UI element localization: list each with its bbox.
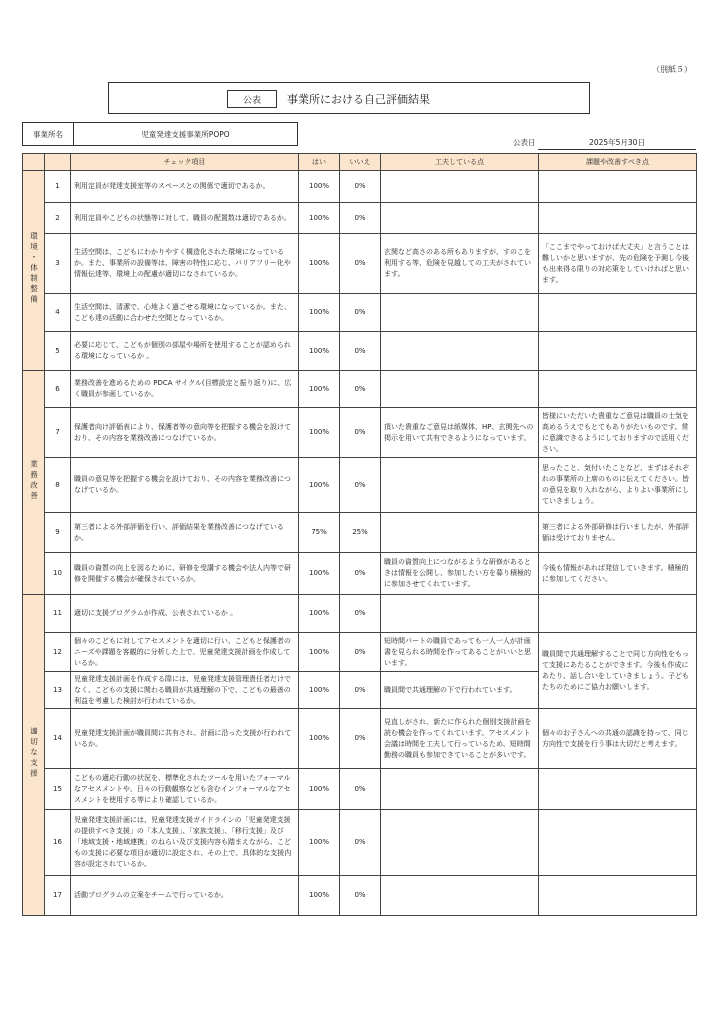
header-category (23, 154, 45, 171)
item-number: 17 (45, 876, 71, 916)
table-row (23, 709, 697, 769)
check-item: 活動プログラムの立案をチームで行っているか。 (71, 876, 299, 916)
issue-cell (539, 294, 697, 332)
issue-cell (539, 876, 697, 916)
effort-cell (381, 810, 539, 876)
header-effort: 工夫している点 (381, 154, 539, 171)
public-badge: 公表 (227, 90, 277, 108)
office-label: 事業所名 (23, 123, 74, 145)
issue-cell (539, 769, 697, 810)
effort-cell (381, 294, 539, 332)
check-item: 児童発達支援計画には、児童発達支援ガイドラインの「児童発達支援の提供すべき支援」の「本人支援」、「家族支援」、「移行支援」及び「地域支援・地域連携」のねらい及び支援内容も踏まえながら、こどもの支援に必要な項目が適切に設定され、その上で、具体的な支援内容が設定されているか。 (71, 810, 299, 876)
item-number: 6 (45, 371, 71, 408)
effort-cell (381, 332, 539, 371)
yes-percent: 100% (299, 408, 340, 458)
check-item: 生活空間は、こどもにわかりやすく構造化された環境になっているか。また、事業所の設備等は、障害の特性に応じ、バリアフリー化や情報伝達等、環境上の配慮が適切になされているか。 (71, 234, 299, 294)
page-title: 事業所における自己評価結果 (287, 93, 430, 106)
publish-date: 2025年5月30日 (538, 137, 696, 150)
yes-percent: 100% (299, 672, 340, 709)
issue-cell: 職員間で共通理解することで同じ方向性をもって支援にあたることができます。今後も作成にあたり、話し合いをしていきましょう。子どもたちのためにご協力お願いします。 (539, 633, 697, 709)
no-percent: 25% (340, 513, 381, 553)
category-support: 適切な支援 (23, 595, 45, 916)
check-item: 業務改善を進めるための PDCA サイクル(目標設定と振り返り)に、広く職員が参画しているか。 (71, 371, 299, 408)
header-issues: 課題や改善すべき点 (539, 154, 697, 171)
no-percent: 0% (340, 203, 381, 234)
no-percent: 0% (340, 672, 381, 709)
item-number: 3 (45, 234, 71, 294)
table-row (23, 294, 697, 332)
yes-percent: 100% (299, 171, 340, 203)
check-item: 児童発達支援計画が職員間に共有され、計画に沿った支援が行われているか。 (71, 709, 299, 769)
issue-cell (539, 371, 697, 408)
yes-percent: 100% (299, 234, 340, 294)
no-percent: 0% (340, 769, 381, 810)
issue-cell: 第三者による外部研修は行いましたが、外部評価は受けておりません。 (539, 513, 697, 553)
table-row (23, 408, 697, 458)
item-number: 16 (45, 810, 71, 876)
item-number: 1 (45, 171, 71, 203)
category-environment: 環境・体制整備 (23, 171, 45, 371)
issue-cell: 個々のお子さんへの共通の認識を持って、同じ方向性で支援を行う事は大切だと考えます。 (539, 709, 697, 769)
table-row (23, 633, 697, 672)
no-percent: 0% (340, 294, 381, 332)
effort-cell: 職員の資質向上につながるような研修があるときは情報を公開し、参加したい方を募り積極的に参加させてくれています。 (381, 553, 539, 595)
effort-cell (381, 595, 539, 633)
table-row (23, 332, 697, 371)
item-number: 5 (45, 332, 71, 371)
header-yes: はい (299, 154, 340, 171)
item-number: 11 (45, 595, 71, 633)
no-percent: 0% (340, 876, 381, 916)
item-number: 7 (45, 408, 71, 458)
yes-percent: 100% (299, 203, 340, 234)
check-item: 必要に応じて、こどもが個別の部屋や場所を使用することが認められる環境になっているか 。 (71, 332, 299, 371)
item-number: 12 (45, 633, 71, 672)
table-row (23, 876, 697, 916)
table-row (23, 371, 697, 408)
yes-percent: 100% (299, 371, 340, 408)
check-item: こどもの適応行動の状況を、標準化されたツールを用いたフォーマルなアセスメントや、日々の行動観察なども含むインフォーマルなアセスメントを使用する等により確認しているか。 (71, 769, 299, 810)
check-item: 個々のこどもに対してアセスメントを適切に行い、こどもと保護者のニーズや課題を客観的に分析した上で、児童発達支援計画を作成しているか。 (71, 633, 299, 672)
yes-percent: 100% (299, 876, 340, 916)
item-number: 13 (45, 672, 71, 709)
issue-cell (539, 171, 697, 203)
item-number: 2 (45, 203, 71, 234)
header-check: チェック項目 (71, 154, 299, 171)
issue-cell (539, 595, 697, 633)
evaluation-table (22, 153, 697, 916)
effort-cell (381, 458, 539, 513)
issue-cell (539, 332, 697, 371)
issue-cell (539, 203, 697, 234)
no-percent: 0% (340, 633, 381, 672)
issue-cell: 今後も情報があれば発信していきます。積極的に参加してください。 (539, 553, 697, 595)
effort-cell (381, 769, 539, 810)
effort-cell (381, 203, 539, 234)
office-name: 児童発達支援事業所POPO (141, 129, 230, 139)
item-number: 8 (45, 458, 71, 513)
table-row (23, 595, 697, 633)
no-percent: 0% (340, 171, 381, 203)
header-number (45, 154, 71, 171)
effort-cell: 職員間で共通理解の下で行われています。 (381, 672, 539, 709)
table-row (23, 203, 697, 234)
check-item: 児童発達支援計画を作成する際には、児童発達支援管理責任者だけでなく、こどもの支援に関わる職員が共通理解の下で、こどもの最善の利益を考慮した検討が行われているか。 (71, 672, 299, 709)
publish-date-label: 公表日 (513, 138, 536, 147)
issue-cell: 皆様にいただいた貴重なご意見は職員の士気を高めるうえでもとてもありがたいものです。常に意識できるようにしておりますので活用ください。 (539, 408, 697, 458)
yes-percent: 100% (299, 810, 340, 876)
table-row (23, 171, 697, 203)
table-row (23, 513, 697, 553)
no-percent: 0% (340, 371, 381, 408)
issue-cell: 「ここまでやっておけば大丈夫」と言うことは難しいかと思いますが、先の危険を予測し今後も出来得る限りの対応策をしていければと思います。 (539, 234, 697, 294)
yes-percent: 100% (299, 553, 340, 595)
no-percent: 0% (340, 332, 381, 371)
check-item: 職員の資質の向上を図るために、研修を受講する機会や法人内等で研修を開催する機会が確保されているか。 (71, 553, 299, 595)
form-number: （別紙５） (652, 65, 692, 74)
issue-cell: 思ったこと、気付いたことなど、まずはそれぞれの事業所の上席のものに伝えてください。皆の意見を取り入れながら、よりよい事業所にしていきましょう。 (539, 458, 697, 513)
check-item: 生活空間は、清潔で、心地よく過ごせる環境になっているか。また、こども達の活動に合わせた空間となっているか。 (71, 294, 299, 332)
yes-percent: 75% (299, 513, 340, 553)
no-percent: 0% (340, 234, 381, 294)
effort-cell (381, 171, 539, 203)
yes-percent: 100% (299, 595, 340, 633)
table-row (23, 553, 697, 595)
item-number: 10 (45, 553, 71, 595)
no-percent: 0% (340, 458, 381, 513)
header-no: いいえ (340, 154, 381, 171)
check-item: 第三者による外部評価を行い、評価結果を業務改善につなげているか。 (71, 513, 299, 553)
check-item: 利用定員が発達支援室等のスペースとの関係で適切であるか。 (71, 171, 299, 203)
item-number: 15 (45, 769, 71, 810)
yes-percent: 100% (299, 633, 340, 672)
effort-cell (381, 513, 539, 553)
check-item: 利用定員やこどもの状態等に対して、職員の配置数は適切であるか。 (71, 203, 299, 234)
effort-cell: 玄関など高さのある所もありますが、すのこを利用する等、危険を見越しての工夫がされています。 (381, 234, 539, 294)
issue-cell (539, 810, 697, 876)
table-header-row (23, 154, 697, 171)
item-number: 14 (45, 709, 71, 769)
table-row (23, 458, 697, 513)
table-row (23, 769, 697, 810)
no-percent: 0% (340, 595, 381, 633)
item-number: 9 (45, 513, 71, 553)
effort-cell: 短時間パートの職員であっても一人一人が計画書を見られる時間を作ってあることがいいと思います。 (381, 633, 539, 672)
check-item: 適切に支援プログラムが作成、公表されているか 。 (71, 595, 299, 633)
effort-cell (381, 876, 539, 916)
no-percent: 0% (340, 810, 381, 876)
check-item: 職員の意見等を把握する機会を設けており、その内容を業務改善につなげているか。 (71, 458, 299, 513)
effort-cell: 頂いた貴重なご意見は紙媒体、HP、玄関先への掲示を用いて共有できるようになっています。 (381, 408, 539, 458)
effort-cell (381, 371, 539, 408)
yes-percent: 100% (299, 709, 340, 769)
no-percent: 0% (340, 553, 381, 595)
yes-percent: 100% (299, 332, 340, 371)
yes-percent: 100% (299, 458, 340, 513)
table-row (23, 810, 697, 876)
no-percent: 0% (340, 408, 381, 458)
effort-cell: 見直しがされ、新たに作られた個別支援計画を読む機会を作ってくれています。アセスメント会議は時間を工夫して行っているため、短時間勤務の職員も参加できていることが多いです。 (381, 709, 539, 769)
yes-percent: 100% (299, 769, 340, 810)
no-percent: 0% (340, 709, 381, 769)
item-number: 4 (45, 294, 71, 332)
table-row (23, 234, 697, 294)
category-operations: 業務改善 (23, 371, 45, 595)
yes-percent: 100% (299, 294, 340, 332)
check-item: 保護者向け評価表により、保護者等の意向等を把握する機会を設けており、その内容を業務改善につなげているか。 (71, 408, 299, 458)
